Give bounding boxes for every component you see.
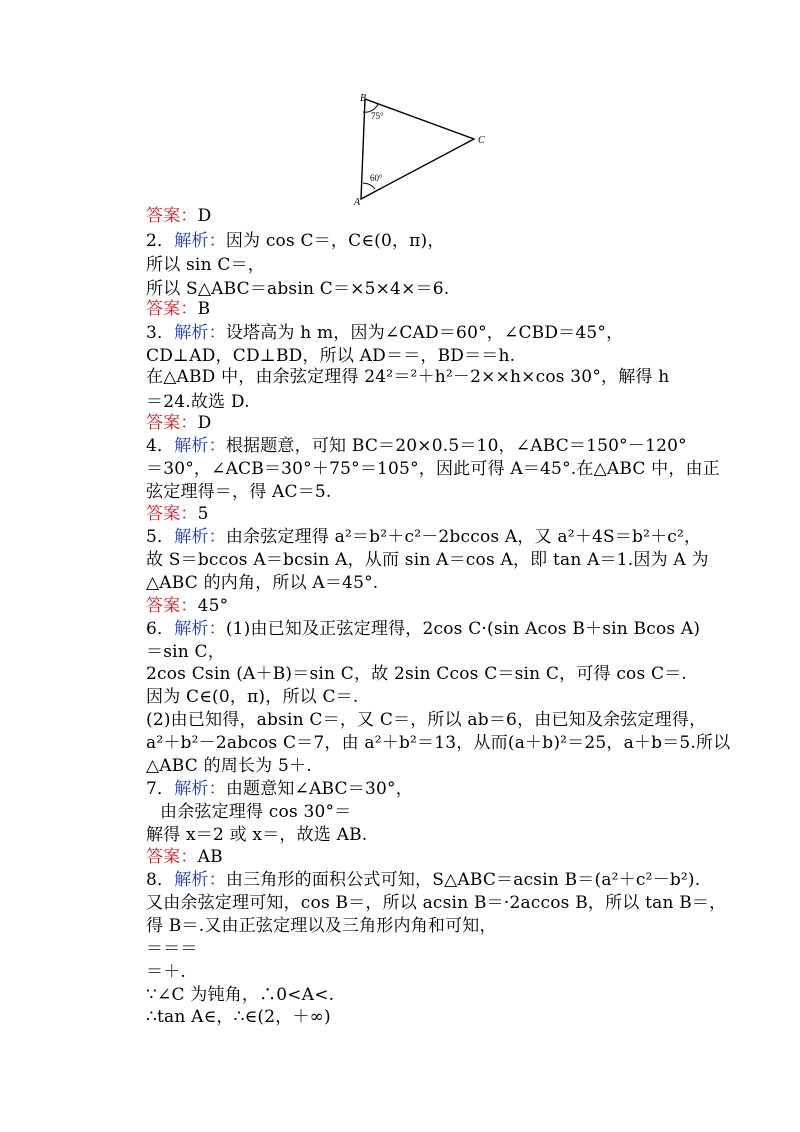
item-number: 5． <box>146 527 175 547</box>
solution-2-line-2 <box>146 254 265 276</box>
analysis-label: 解析： <box>174 231 226 251</box>
item-number: 6． <box>146 619 175 639</box>
line-text: ＝30°，∠ACB＝30°＋75°＝105°，因此可得 A＝45°.在△ABC 中，由正 <box>146 459 720 479</box>
analysis-label: 解析： <box>174 436 226 456</box>
line-text: 所以 sin C＝， <box>146 255 265 275</box>
analysis-label: 解析： <box>174 779 226 799</box>
answer-value: 5 <box>197 504 209 524</box>
angle-label-b: 75° <box>371 111 384 121</box>
line-text: 由余弦定理得 cos 30°＝ <box>160 802 352 822</box>
line-text: 所以 S△ABC＝absin C＝×5×4×＝6. <box>146 279 450 299</box>
line-text: △ABC 的周长为 5＋. <box>146 756 312 776</box>
analysis-label: 解析： <box>174 323 226 343</box>
answer-line-2 <box>146 298 210 320</box>
answer-line-1 <box>146 205 211 227</box>
answer-label: 答案： <box>146 504 198 524</box>
item-number: 4． <box>146 436 175 456</box>
solution-6-line-4 <box>146 686 358 708</box>
solution-8-line-4 <box>146 938 198 960</box>
item-number: 3． <box>146 323 175 343</box>
triangle-figure <box>340 88 500 214</box>
solution-8-line-5 <box>146 961 186 983</box>
solution-8-line-6 <box>146 984 334 1006</box>
line-text: 又由余弦定理可知，cos B＝，所以 acsin B＝·2accos B，所以 tan B＝， <box>146 893 727 913</box>
solution-4-line-3 <box>146 481 332 503</box>
angle-label-a: 60° <box>370 173 383 183</box>
line-text: 根据题意，可知 BC＝20×0.5＝10，∠ABC＝150°－120° <box>225 436 687 456</box>
solution-7-line-1 <box>146 778 413 800</box>
analysis-label: 解析： <box>174 870 226 890</box>
line-text: CD⊥AD，CD⊥BD，所以 AD＝＝，BD＝＝h. <box>146 346 516 366</box>
solution-8-line-2 <box>146 892 726 914</box>
solution-3-line-1 <box>146 322 623 344</box>
answer-value: D <box>197 206 212 226</box>
line-text: ＝＋. <box>146 962 187 982</box>
vertex-label-c: C <box>478 135 485 146</box>
line-text: (1)由已知及正弦定理得，2cos C·(sin Acos B＋sin Bcos A) <box>225 619 701 639</box>
line-text: ∵∠C 为钝角，∴0<A<. <box>146 985 335 1005</box>
answer-line-5 <box>146 595 228 617</box>
item-number: 8． <box>146 870 175 890</box>
solution-5-line-3 <box>146 572 378 594</box>
solution-7-line-2 <box>160 801 351 823</box>
line-text: ＝sin C， <box>146 642 225 662</box>
analysis-label: 解析： <box>174 527 226 547</box>
answer-value: AB <box>197 847 223 867</box>
answer-label: 答案： <box>146 847 198 867</box>
line-text: 因为 C∈(0，π)，所以 C＝. <box>146 687 359 707</box>
answer-value: D <box>197 413 212 433</box>
answer-label: 答案： <box>146 413 198 433</box>
line-text: 在△ABD 中，由余弦定理得 24²＝²＋h²－2××h×cos 30°，解得 h <box>146 367 670 387</box>
line-text: 由三角形的面积公式可知，S△ABC＝acsin B＝(a²＋c²－b²). <box>225 870 701 890</box>
solution-8-line-7 <box>146 1006 331 1028</box>
line-text: 设塔高为 h m，因为∠CAD＝60°，∠CBD＝45°， <box>225 323 624 343</box>
line-text: 由题意知∠ABC＝30°， <box>225 779 413 799</box>
line-text: △ABC 的内角，所以 A＝45°. <box>146 573 379 593</box>
analysis-label: 解析： <box>174 619 226 639</box>
answer-line-7 <box>146 846 223 868</box>
vertex-label-b: B <box>360 93 367 104</box>
solution-3-line-3 <box>146 366 669 388</box>
answer-label: 答案： <box>146 596 198 616</box>
solution-6-line-3 <box>146 663 687 685</box>
answer-line-4 <box>146 503 209 525</box>
vertex-label-a: A <box>354 197 361 208</box>
answer-line-3 <box>146 412 211 434</box>
answer-label: 答案： <box>146 299 198 319</box>
line-text: 2cos Csin (A＋B)＝sin C，故 2sin Ccos C＝sin C，可得 cos C＝. <box>146 664 688 684</box>
solution-4-line-1 <box>146 435 687 457</box>
line-text: 故 S＝bccos A＝bcsin A，从而 sin A＝cos A，即 tan A＝1.因为 A 为 <box>146 550 709 570</box>
solution-7-line-3 <box>146 824 367 846</box>
line-text: 得 B＝.又由正弦定理以及三角形内角和可知， <box>146 916 497 936</box>
answer-label: 答案： <box>146 206 198 226</box>
solution-6-line-1 <box>146 618 700 640</box>
line-text: (2)由已知得，absin C＝，又 C＝，所以 ab＝6，由已知及余弦定理得， <box>146 710 707 730</box>
item-number: 2． <box>146 231 175 251</box>
answer-value: B <box>197 299 211 319</box>
solution-6-line-2 <box>146 641 225 663</box>
solution-5-line-1 <box>146 526 701 548</box>
solution-8-line-1 <box>146 869 700 891</box>
line-text: 解得 x＝2 或 x＝，故选 AB. <box>146 825 368 845</box>
line-text: 弦定理得＝，得 AC＝5. <box>146 482 332 502</box>
line-text: ∴tan A∈，∴∈(2，＋∞) <box>146 1007 331 1027</box>
solution-6-line-7 <box>146 755 312 777</box>
solution-2-line-1 <box>146 230 445 252</box>
line-text: 由余弦定理得 a²＝b²＋c²－2bccos A，又 a²＋4S＝b²＋c²， <box>225 527 702 547</box>
line-text: ＝24.故选 D. <box>146 392 250 412</box>
line-text: a²＋b²－2abcos C＝7，由 a²＋b²＝13，从而(a＋b)²＝25，a＋b＝5.所以 <box>146 733 731 753</box>
solution-4-line-2 <box>146 458 720 480</box>
solution-6-line-5 <box>146 709 706 731</box>
solution-6-line-6 <box>146 732 730 754</box>
solution-3-line-4 <box>146 391 250 413</box>
item-number: 7． <box>146 779 175 799</box>
triangle-diagram <box>340 88 500 214</box>
solution-5-line-2 <box>146 549 709 571</box>
angle-arc-a <box>363 183 375 189</box>
solution-8-line-3 <box>146 915 497 937</box>
line-text: ＝＝＝ <box>146 939 198 959</box>
solution-2-line-3 <box>146 278 449 300</box>
solution-3-line-2 <box>146 345 515 367</box>
line-text: 因为 cos C＝，C∈(0，π)， <box>225 231 445 251</box>
answer-value: 45° <box>197 596 229 616</box>
